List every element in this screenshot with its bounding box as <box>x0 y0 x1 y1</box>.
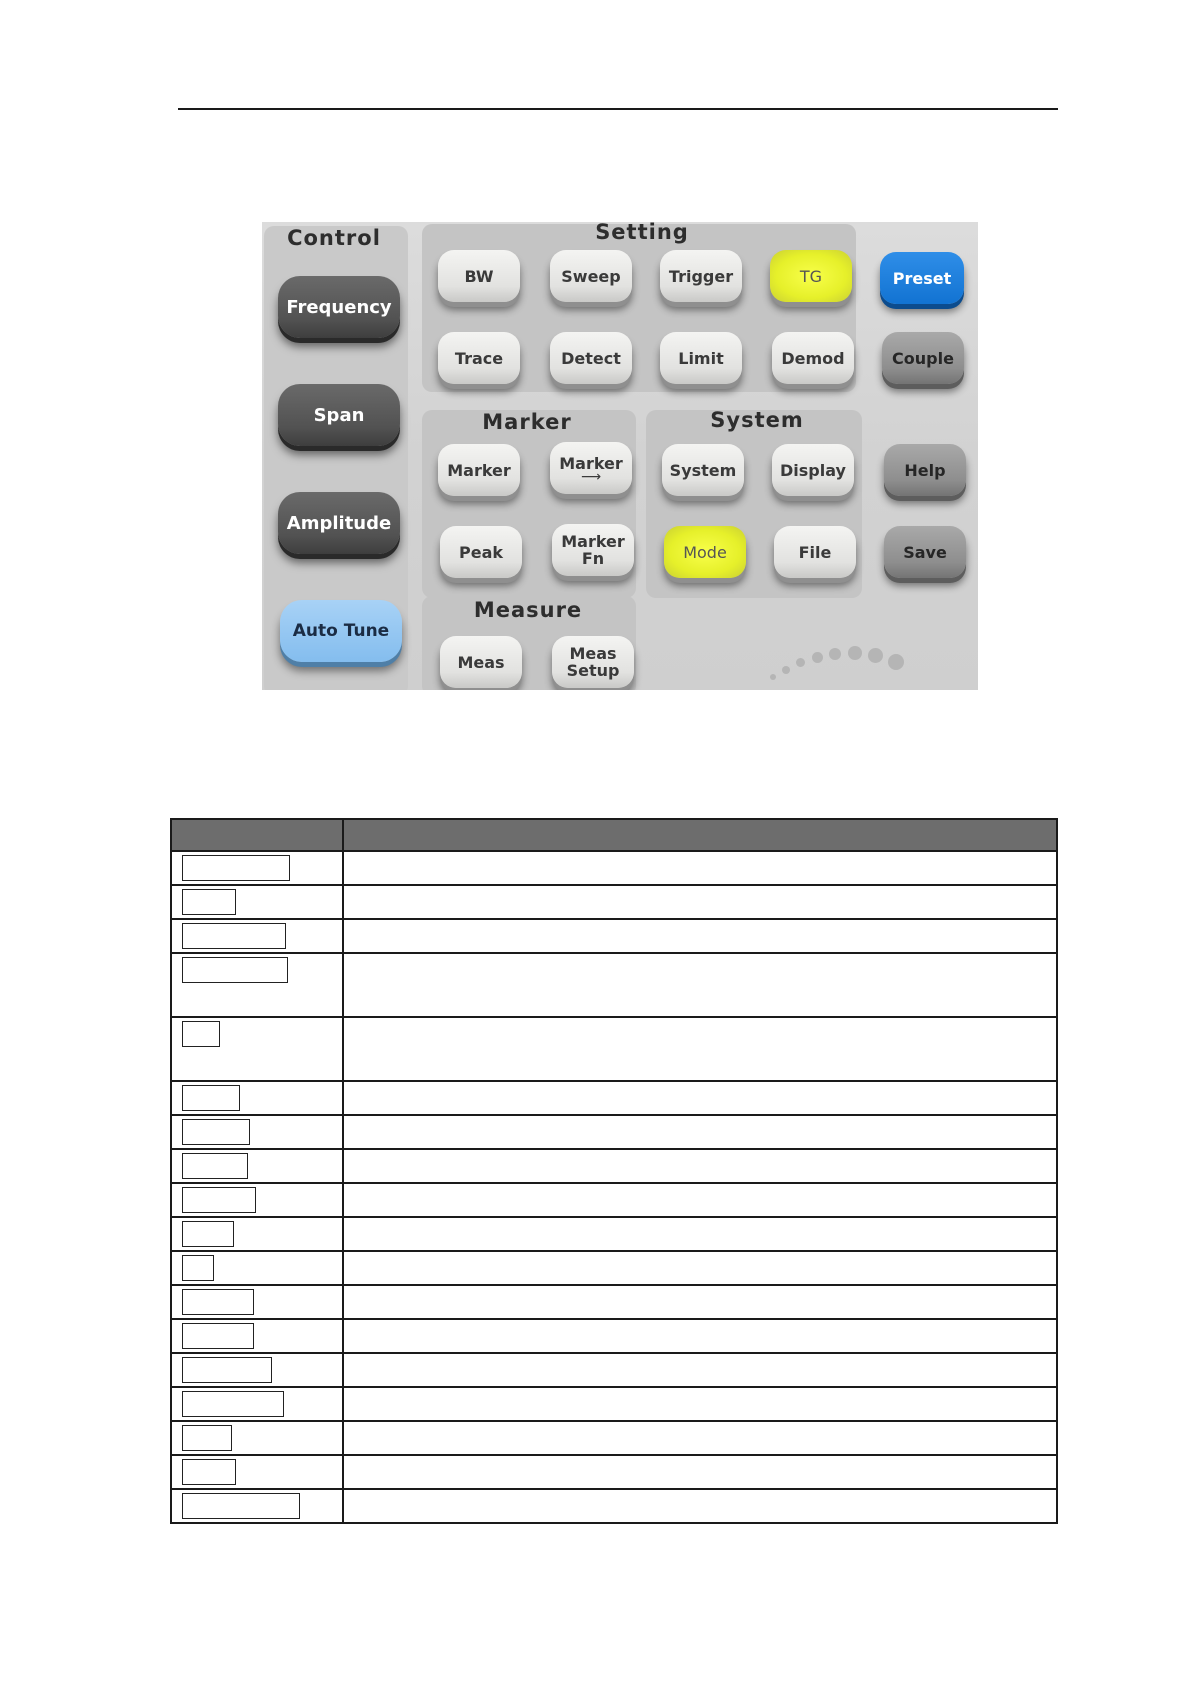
key-name-box <box>182 1085 240 1111</box>
marker-fn-label-line1: Marker <box>561 532 625 551</box>
table-row <box>171 1183 1057 1217</box>
marker-fn-key[interactable] <box>552 524 634 576</box>
frequency-key[interactable]: Frequency <box>278 276 400 338</box>
meas-setup-key[interactable] <box>552 636 634 688</box>
couple-key[interactable]: Couple <box>882 332 964 384</box>
key-name-box <box>182 1021 220 1047</box>
description-cell <box>343 851 1057 885</box>
description-cell <box>343 919 1057 953</box>
table-header-row <box>171 819 1057 851</box>
meas-setup-label-line2: Setup <box>566 661 620 680</box>
table-row <box>171 1353 1057 1387</box>
table-row <box>171 851 1057 885</box>
table-row <box>171 1115 1057 1149</box>
table-row <box>171 1319 1057 1353</box>
description-cell <box>343 1489 1057 1523</box>
display-key[interactable]: Display <box>772 444 854 496</box>
key-name-box <box>182 1391 284 1417</box>
table-row <box>171 919 1057 953</box>
key-name-box <box>182 1153 248 1179</box>
key-name-box <box>182 1425 232 1451</box>
description-cell <box>343 1421 1057 1455</box>
detect-key[interactable]: Detect <box>550 332 632 384</box>
measure-group-title: Measure <box>473 598 583 622</box>
key-description-table <box>170 818 1058 1524</box>
description-cell <box>343 1353 1057 1387</box>
table-row <box>171 953 1057 1017</box>
peak-key[interactable]: Peak <box>440 526 522 578</box>
marker-fn-label-line2: Fn <box>581 549 605 568</box>
key-name-box <box>182 1459 236 1485</box>
key-name-box <box>182 957 288 983</box>
table-row <box>171 1017 1057 1081</box>
table-row <box>171 1455 1057 1489</box>
tg-key[interactable]: TG <box>770 250 852 302</box>
save-key[interactable]: Save <box>884 526 966 578</box>
help-key[interactable]: Help <box>884 444 966 496</box>
description-cell <box>343 1319 1057 1353</box>
front-panel-image <box>262 222 978 690</box>
knob-dot <box>796 658 805 667</box>
knob-dot <box>888 654 904 670</box>
table-row <box>171 885 1057 919</box>
key-name-box <box>182 1357 272 1383</box>
knob-dot <box>812 652 823 663</box>
header-rule <box>178 108 1058 110</box>
key-name-box <box>182 1493 300 1519</box>
knob-dot <box>770 674 776 680</box>
description-cell <box>343 1081 1057 1115</box>
preset-key[interactable]: Preset <box>880 252 964 304</box>
table-row <box>171 1149 1057 1183</box>
description-cell <box>343 1149 1057 1183</box>
system-group-title: System <box>710 408 804 432</box>
table-row <box>171 1421 1057 1455</box>
key-name-box <box>182 1289 254 1315</box>
trigger-key[interactable]: Trigger <box>660 250 742 302</box>
system-key[interactable]: System <box>662 444 744 496</box>
bw-key[interactable]: BW <box>438 250 520 302</box>
table-row <box>171 1489 1057 1523</box>
marker-group-title: Marker <box>482 410 572 434</box>
meas-setup-label-line1: Meas <box>569 644 617 663</box>
description-cell <box>343 1455 1057 1489</box>
description-cell <box>343 885 1057 919</box>
key-column-header <box>171 819 343 851</box>
knob-dot <box>868 648 883 663</box>
description-cell <box>343 1285 1057 1319</box>
marker-to-label: Marker <box>559 453 623 473</box>
auto-tune-key[interactable]: Auto Tune <box>280 600 402 662</box>
table-row <box>171 1387 1057 1421</box>
knob-dot <box>782 666 790 674</box>
trace-key[interactable]: Trace <box>438 332 520 384</box>
key-name-box <box>182 1187 256 1213</box>
table-row <box>171 1285 1057 1319</box>
key-name-box <box>182 1119 250 1145</box>
right-arrow-icon: ⟶ <box>580 468 602 485</box>
marker-to-key[interactable] <box>550 442 632 494</box>
demod-key[interactable]: Demod <box>772 332 854 384</box>
knob-dot <box>848 646 862 660</box>
description-column-header <box>343 819 1057 851</box>
key-name-box <box>182 1221 234 1247</box>
setting-group-title: Setting <box>595 222 689 244</box>
amplitude-key[interactable]: Amplitude <box>278 492 400 554</box>
description-cell <box>343 953 1057 1017</box>
file-key[interactable]: File <box>774 526 856 578</box>
key-name-box <box>182 923 286 949</box>
knob-dot <box>829 648 841 660</box>
table-row <box>171 1081 1057 1115</box>
description-cell <box>343 1115 1057 1149</box>
description-cell <box>343 1217 1057 1251</box>
key-name-box <box>182 889 236 915</box>
key-name-box <box>182 855 290 881</box>
description-cell <box>343 1183 1057 1217</box>
limit-key[interactable]: Limit <box>660 332 742 384</box>
table-row <box>171 1251 1057 1285</box>
key-name-box <box>182 1255 214 1281</box>
table-row <box>171 1217 1057 1251</box>
description-cell <box>343 1251 1057 1285</box>
sweep-key[interactable]: Sweep <box>550 250 632 302</box>
control-group-title: Control <box>287 226 381 250</box>
span-key[interactable]: Span <box>278 384 400 446</box>
marker-key[interactable]: Marker <box>438 444 520 496</box>
meas-key[interactable]: Meas <box>440 636 522 688</box>
key-name-box <box>182 1323 254 1349</box>
mode-key[interactable]: Mode <box>664 526 746 578</box>
description-cell <box>343 1017 1057 1081</box>
description-cell <box>343 1387 1057 1421</box>
